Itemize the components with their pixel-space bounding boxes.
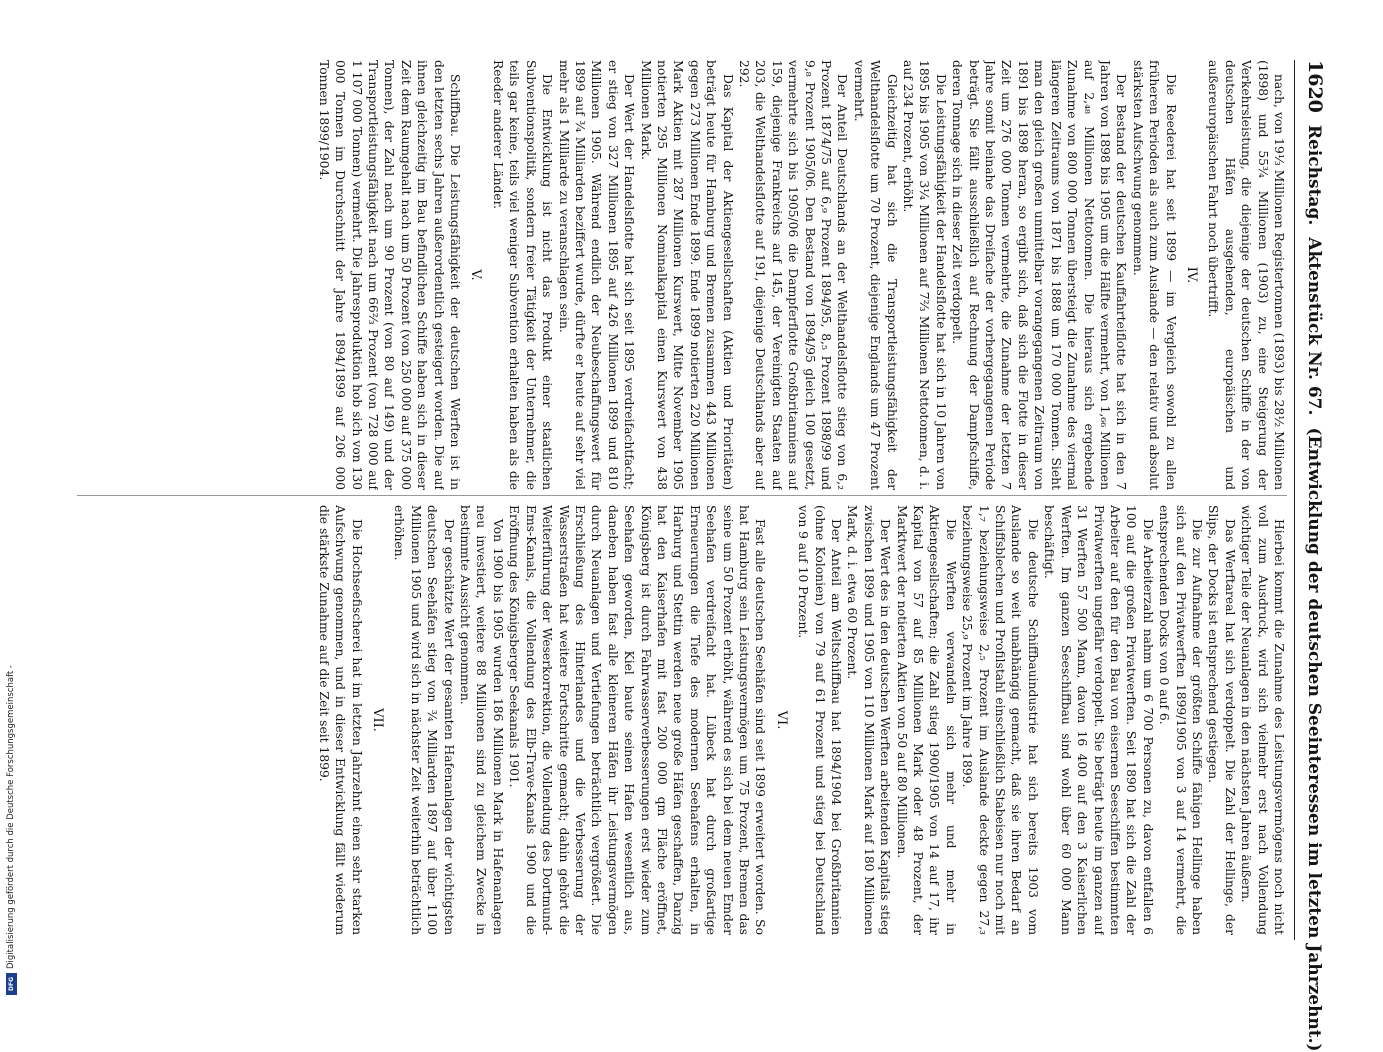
paragraph: Die Arbeiterzahl nahm um 6 700 Personen zu, davon entfallen 6 100 auf die großen Privatwerften. Seit 1890 hat sich die Zahl der Arbeiter auf den für den Bau von eisernen Seeschiffen bestimmten Privatwerften ungefähr verdoppelt. Sie beträgt heute im ganzen auf 31 Werften 57 500 Mann, davon 16 400 auf den 3 Kaiserlichen Werften. Im ganzen Seeschiffbau sind wohl über 60 000 Mann beschäftigt.: [1042, 505, 1155, 935]
section-heading: VI.: [773, 710, 789, 730]
paragraph: Gleichzeitig hat sich die Transportleistungsfähigkeit der Welthandelsflotte um 70 Prozent, diejenige Englands um 47 Prozent vermehrt.: [851, 60, 899, 490]
paragraph: Die Leistungsfähigkeit der Handelsflotte hat sich in 10 Jahren von 1895 bis 1905 von 3¼ Millionen auf 7⅔ Millionen Nettotonnen, d. i. auf 234 Prozent, erhöht.: [901, 60, 948, 490]
paragraph: nach, von 19⅓ Millionen Registertonnen (1893) bis 28½ Millionen (1898) und 55¾ Millionen (1903) zu, eine Steigerung der Verkehrsleistung, die diejenige der deutschen Schiffe in der von deutschen Häfen ausgehenden, europäischen und außereuropäischen Fahrt noch übertrifft.: [1206, 60, 1286, 490]
credit-text: Digitalisierung gefördert durch die Deutsche Forschungsgemeinschaft -: [6, 665, 16, 969]
dfg-logo: DFG: [6, 973, 17, 995]
text-column-left: [77, 60, 1287, 490]
text-column-right: [77, 505, 1287, 935]
paragraph: Schiffbau. Die Leistungsfähigkeit der deutschen Werften ist in den letzten sechs Jahren außerordentlich gesteigert worden. Die auf ihnen gleichzeitig im Bau befindlichen Schiffe haben sich in dieser Zeit dem Raumgehalt nach um 50 Prozent (von 250 000 auf 375 000 Tonnen), der Zahl nach um 90 Prozent (von 80 auf 149) und der Transportleistungsfähigkeit nach um 66⅔ Prozent (von 728 000 auf 1 107 000 Tonnen) vermehrt. Die Jahresproduktion hob sich von 130 000 Tonnen im Durchschnitt der Jahre 1894/1899 auf 206 000 Tonnen 1899/1904.: [316, 60, 463, 490]
paragraph: Die Entwicklung ist nicht das Produkt einer staatlichen Subventionspolitik, sondern freier Tätigkeit der Unternehmer, die teils gar keine, teils viel weniger Subvention erhalten haben als die Reeder anderer Länder.: [490, 60, 555, 490]
paragraph: Die Werften verwandeln sich mehr und mehr in Aktiengesellschaften; die Zahl stieg 1900/1905 von 14 auf 17, ihr Kapital von 57 auf 85 Millionen Mark oder 48 Prozent, der Marktwert der notierten Aktien von 50 auf 80 Millionen.: [894, 505, 958, 935]
header-document: Aktenstück Nr. 67.: [1304, 237, 1324, 416]
paragraph: Die Reederei hat seit 1899 — im Vergleich sowohl zu allen früheren Perioden als auch zum Auslande — den relativ und absolut stärksten Aufschwung genommen.: [1130, 60, 1178, 490]
page-header: [1296, 60, 1326, 1052]
paragraph: Die Hochseefischerei hat im letzten Jahrzehnt einen sehr starken Aufschwung genommen, und in dieser Entwicklung fällt wiederum die stärkste Zunahme auf die Zeit seit 1899.: [316, 505, 364, 935]
column-divider: [77, 495, 1287, 496]
paragraph: Der geschätzte Wert der gesamten Hafenanlagen der wichtigsten deutschen Seehäfen stieg von ¾ Milliarden 1897 auf über 1100 Millionen 1905 und wird sich in nächster Zeit weiterhin beträchtlich erhöhen.: [392, 505, 456, 935]
paragraph: Der Anteil Deutschlands an der Welthandelsflotte stieg von 6,₂ Prozent 1874/75 auf 6,₉ Prozent 1894/95, 8,₅ Prozent 1898/99 und 9,₈ Prozent 1905/06. Den Bestand von 1894/95 gleich 100 gesetzt, vermehrte sich bis 1905/06 die Dampferflotte Großbritanniens auf 159, diejenige Frankreichs auf 145, der Vereinigten Staaten auf 203, die Welthandelsflotte auf 191, diejenige Deutschlands aber auf 292.: [737, 60, 850, 490]
paragraph: Fast alle deutschen Seehäfen sind seit 1899 erweitert worden. So hat Hamburg sein Leistungsvermögen um 75 Prozent, Bremen das seine um 50 Prozent erhöht, während es sich bei dem neuen Emder Seehafen verdreifacht hat. Lübeck hat durch großartige Erneuerungen die Tiefe des modernen Seehafens erhalten, in Harburg und Stettin werden neue große Häfen geschaffen, Danzig hat den Kaiserhafen mit fast 200 000 qm Fläche eröffnet, Königsberg ist durch Fahrwasserverbesserungen erst wieder zum Seehafen geworden, Kiel baute seinen Hafen wesentlich aus, daneben haben fast alle kleineren Häfen ihr Leistungsvermögen durch Neuanlagen und Vertiefungen beträchtlich vergrößert. Die Erschließung des Hinterlandes und die Verbesserung der Wasserstraßen hat weitere Fortschritte gemacht; dahin gehört die Weiterführung der Weserkorrektion, die Vollendung des Dortmund-Ems-Kanals, die Vollendung des Elb-Trave-Kanals 1900 und die Eröffnung des Königsberger Seekanals 1901.: [507, 505, 768, 935]
paragraph: Von 1900 bis 1905 wurden 186 Millionen Mark in Hafenanlagen neu investiert, weitere 88 Millionen sind zu gleichem Zwecke in bestimmte Aussicht genommen.: [458, 505, 505, 935]
paragraph: Hierbei kommt die Zunahme des Leistungsvermögens noch nicht voll zum Ausdruck, wird sich vielmehr erst nach Vollendung wichtiger Teile der Neuanlagen in den nächsten Jahren äußern.: [1239, 505, 1286, 935]
paragraph: Der Wert des in den deutschen Werften arbeitenden Kapitals stieg zwischen 1899 und 1905 von 110 Millionen Mark auf 180 Millionen Mark, d. i. etwa 60 Prozent.: [845, 505, 893, 935]
page-number: 1620: [1304, 60, 1326, 113]
paragraph: Der Wert der Handelsflotte hat sich seit 1895 verdreifachtfacht; er stieg von 327 Millionen 1895 auf 426 Millionen 1899 und 810 Millionen 1905. Während endlich der Neubeschaffungswert für 1899 auf ¾ Milliarden beziffert wurde, dürfte er heute auf sehr viel mehr als 1 Milliarde zu veranschlagen sein.: [556, 60, 637, 490]
paragraph: Die deutsche Schiffbauindustrie hat sich bereits 1903 vom Auslande so weit unabhängig gemacht, daß sie ihren Bedarf an Schiffsblechen und Profilstahl einschließlich Stabeisen nur noch mit 1,₇ beziehungsweise 2,₅ Prozent im Auslande deckte gegen 27,₃ beziehungsweise 25,₉ Prozent im Jahre 1899.: [960, 505, 1040, 935]
digitization-credit: [4, 600, 18, 995]
header-source: Reichstag.: [1304, 124, 1324, 226]
header-rule: [1294, 60, 1295, 940]
paragraph: Das Kapital der Aktiengesellschaften (Aktien und Prioritäten) beträgt heute für Hamburg und Bremen zusammen 443 Millionen gegen 273 Millionen Ende 1899. Ende 1899 notierten 220 Millionen Mark Aktien mit 287 Millionen Kurswert, Mitte November 1905 notierten 295 Millionen Nominalkapital einen Kurswert von 438 Millionen Mark.: [638, 60, 735, 490]
paragraph: Die zur Aufnahme der größten Schiffe fähigen Hellinge haben sich auf den Privatwerften 1899/1905 von 3 auf 14 vermehrt, die entsprechenden Docks von 0 auf 6.: [1157, 505, 1204, 935]
header-title: (Entwicklung der deutschen Seeinteressen im letzten Jahrzehnt.): [1304, 427, 1324, 1052]
paragraph: Der Bestand der deutschen Kauffahrteiflotte hat sich in den 7 Jahren von 1898 bis 1905 um die Hälfte vermehrt, von 1,₆₆ Millionen auf 2,₄₈ Millionen Nettotonnen. Die hieraus sich ergebende Zunahme von 800 000 Tonnen übersteigt die Zunahme des viermal längeren Zeitraums von 1871 bis 1888 um 170 000 Tonnen. Sieht man den gleich großen unmittelbar vorangegangenen Zeitraum von 1891 bis 1898 heran, so ergibt sich, daß sich die Flotte in dieser Zeit um 276 000 Tonnen vermehrte, die Zunahme der letzten 7 Jahre somit beinahe das Dreifache der vorhergegangenen Periode beträgt. Sie fällt ausschließlich auf Rechnung der Dampfschiffe, deren Tonnage sich in dieser Zeit verdoppelt.: [950, 60, 1129, 490]
section-heading: V.: [468, 269, 484, 281]
section-heading: VII.: [370, 708, 386, 732]
section-heading: IV.: [1183, 266, 1199, 284]
paragraph: Das Werftareal hat sich verdoppelt. Die Zahl der Hellinge, der Slips, der Docks ist entsprechend gestiegen.: [1206, 505, 1237, 935]
paragraph: Der Anteil am Weltschiffbau hat 1894/1904 bei Großbritannien (ohne Kolonien) von 79 auf 61 Prozent und stieg bei Deutschland von 9 auf 10 Prozent.: [796, 505, 844, 935]
